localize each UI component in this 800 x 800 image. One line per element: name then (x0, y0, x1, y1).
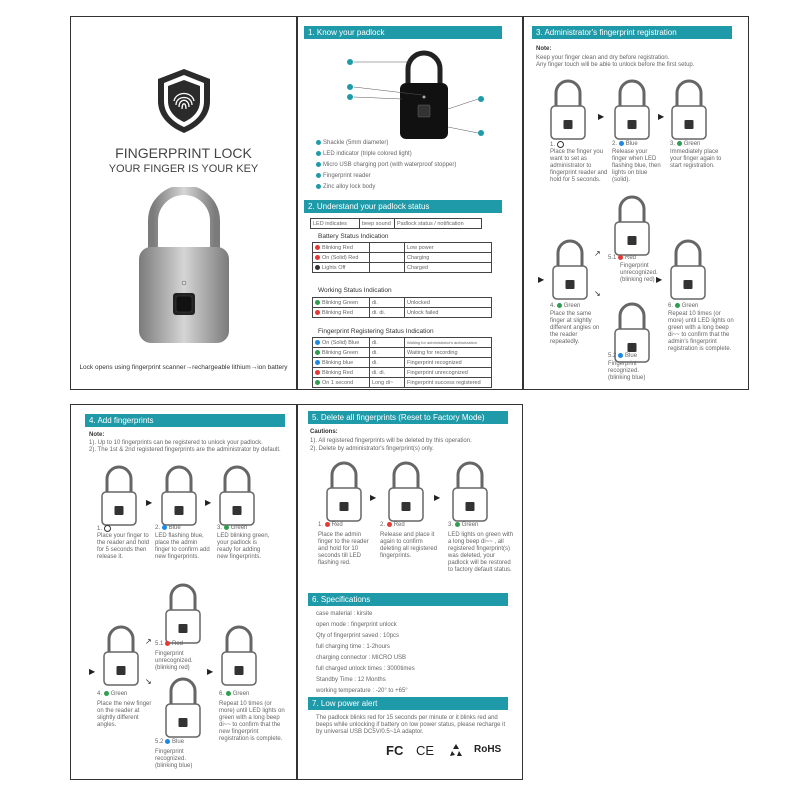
recycle-icon (448, 743, 464, 759)
status-header: 2. Understand your padlock status (304, 200, 502, 213)
table-row: Blinking Red di. di. Fingerprint unrecognized (313, 368, 492, 378)
col-status: Padlock status / notification (395, 219, 482, 229)
reset-caution-title: Cautions: (310, 429, 338, 435)
spec-line: case material : kirsite (316, 611, 373, 617)
arrow-right-icon: ▶ (658, 112, 665, 121)
reset-step-3-num: 3. Green (448, 522, 479, 529)
col-sound: beep sound (360, 219, 395, 229)
lock-icon (386, 461, 426, 523)
arrow-right-icon: ▶ (89, 667, 96, 676)
table-row: Blinking blue di. Fingerprint recognized (313, 358, 492, 368)
admin-step-3-text: Immediately place your finger again to start registration. (670, 149, 722, 169)
rohs-logo: RoHS (474, 744, 502, 755)
admin-panel (523, 16, 749, 390)
arrow-right-icon: ▶ (434, 493, 441, 502)
table-row: On 1 second Long di~ Fingerprint success registered (313, 378, 492, 388)
lock-icon (163, 583, 203, 645)
lock-icon (219, 625, 259, 687)
admin-note-2: Any finger touch will be able to unlock before the first setup. (536, 62, 695, 68)
add-step-1-num: 1. (97, 525, 113, 533)
lock-icon (450, 461, 490, 523)
know-header: 1. Know your padlock (304, 26, 502, 39)
spec-line: full charged unlock times : 3000times (316, 666, 415, 672)
reset-caution-2: 2). Delete by administrator's fingerprint(s) only. (310, 446, 434, 452)
reset-step-1-text: Place the admin finger to the reader and hold for 10 seconds till LED flashing red. (318, 532, 369, 566)
admin-note-title: Note: (536, 46, 552, 52)
add-step-6-text: Repeat 10 times (or more) until LED lights on green with a long beep di~~ to confirm that the new fingerprint registration is complete. (219, 701, 285, 742)
table-row: Blinking Green di. Unlocked (313, 298, 492, 308)
spec-line: Standby Time : 12 Months (316, 677, 386, 683)
shield-fingerprint-icon (154, 67, 214, 135)
add-step-2-num: 2. Blue (155, 525, 181, 532)
know-status-panel (297, 16, 523, 390)
arrow-right-icon: ▶ (205, 498, 212, 507)
know-item-5: Zinc alloy lock body (316, 184, 375, 191)
add-note-title: Note: (89, 432, 105, 438)
admin-step-1-text: Place the finger you want to set as administrator to fingerprint reader and hold for 5 seconds. (550, 149, 608, 183)
reset-specs-panel (297, 404, 523, 780)
table-row: On (Solid) Blue di. Waiting for administrator's authorization (313, 338, 492, 348)
specs-header: 6. Specifications (308, 593, 508, 606)
reset-step-1-num: 1. Red (318, 522, 343, 529)
reset-header: 5. Delete all fingerprints (Reset to Factory Mode) (308, 411, 508, 424)
lock-icon (548, 79, 588, 141)
reset-step-2-num: 2. Red (380, 522, 405, 529)
reset-step-3-text: LED lights on green with a long beep di~~ , all registered fingerprint(s) was deleted, your padlock will be restored to factory default status. (448, 532, 514, 573)
spec-line: open mode : fingerprint unlock (316, 622, 397, 628)
arrow-right-icon: ▶ (656, 275, 663, 284)
battery-title: Battery Status Indication (318, 233, 389, 240)
admin-step-51-text: Fingerprint unrecognized. (blinking red) (620, 263, 658, 283)
lock-icon (99, 465, 139, 527)
add-header: 4. Add fingerprints (85, 414, 285, 427)
admin-step-2-text: Release your finger when LED flashing blue, then lights on blue (solid). (612, 149, 661, 183)
add-step-4-text: Place the new finger on the reader at slightly different angles. (97, 701, 152, 728)
admin-step-52-text: Fingerprint recognized. (blinking blue) (608, 361, 646, 381)
admin-step-1-num: 1. (550, 141, 566, 149)
admin-step-51-num: 5.1 Red (608, 255, 637, 262)
spec-line: working temperature : -20° to +65° (316, 688, 408, 694)
admin-step-52-num: 5.2 Blue (608, 353, 638, 360)
know-item-1: Shackle (5mm diameter) (316, 140, 388, 147)
table-row: Blinking Green di. Waiting for recording (313, 348, 492, 358)
table-row: Blinking Red di. di. Unlock failed (313, 308, 492, 318)
lock-icon (324, 461, 364, 523)
arrow-right-icon: ▶ (146, 498, 153, 507)
lock-icon (668, 239, 708, 301)
add-step-4-num: 4. Green (97, 691, 128, 698)
arrow-right-icon: ▶ (370, 493, 377, 502)
arrow-diag-up-icon: ↗ (594, 249, 601, 258)
admin-step-4-num: 4. Green (550, 303, 581, 310)
padlock-black-illustration (338, 47, 488, 142)
padlock-illustration (129, 187, 239, 347)
add-panel (70, 404, 297, 780)
lock-icon (159, 465, 199, 527)
table-row: On (Solid) Red Charging (313, 253, 492, 263)
admin-step-6-num: 6. Green (668, 303, 699, 310)
reset-step-2-text: Release and place it again to confirm deleting all registered fingerprints. (380, 532, 438, 559)
ce-logo: CE (416, 743, 435, 758)
add-step-3-num: 3. Green (217, 525, 248, 532)
know-item-4: Fingerprint reader (316, 173, 371, 180)
cover-title: FINGERPRINT LOCK (115, 145, 252, 161)
lock-icon (669, 79, 709, 141)
status-table-head (310, 218, 482, 229)
arrow-right-icon: ▶ (207, 667, 214, 676)
add-note-1: 1). Up to 10 fingerprints can be registered to unlock your padlock. (89, 440, 263, 446)
lock-icon (163, 677, 203, 739)
spec-line: Qty of fingerprint saved : 10pcs (316, 633, 400, 639)
spec-line: full charging time : 1-2hours (316, 644, 391, 650)
admin-header: 3. Administrator's fingerprint registration (532, 26, 732, 39)
admin-note-1: Keep your finger clean and dry before registration. (536, 55, 670, 61)
reset-caution-1: 1). All registered fingerprints will be deleted by this operation. (310, 438, 472, 444)
add-step-1-text: Place your finger to the reader and hold for 5 seconds then release it. (97, 533, 150, 560)
cover-footer: Lock opens using fingerprint scanner→rechargeable lithium→ion battery (79, 364, 288, 371)
add-step-3-text: LED blinking green, your padlock is ready for adding new fingerprints. (217, 533, 270, 560)
lock-icon (612, 195, 652, 257)
arrow-diag-down-icon: ↘ (145, 677, 152, 686)
arrow-diag-up-icon: ↗ (145, 637, 152, 646)
add-note-2: 2). The 1st & 2nd registered fingerprints are the administrator by default. (89, 447, 281, 453)
lock-icon (550, 239, 590, 301)
add-step-52-num: 5.2 Blue (155, 739, 185, 746)
add-step-2-text: LED flashing blue, place the admin finger to confirm add new fingerprints. (155, 533, 210, 560)
lowpower-text: The padlock blinks red for 15 seconds per minute or it blinks red and beeps while unlocking if battery on low power status, please recharge it by universal USB DC5V/0.5~1A adaptor. (316, 715, 506, 735)
add-step-52-text: Fingerprint recognized. (blinking blue) (155, 749, 193, 769)
register-title: Fingerprint Registering Status Indication (318, 328, 434, 335)
know-item-3: Micro USB charging port (with waterproof stopper) (316, 162, 456, 169)
admin-step-3-num: 3. Green (670, 141, 701, 148)
fc-logo: FC (386, 743, 404, 758)
col-led: LED indicates (311, 219, 360, 229)
cover-panel (70, 16, 297, 390)
spec-line: charging connector : MICRO USB (316, 655, 407, 661)
battery-table (312, 242, 492, 273)
admin-step-6-text: Repeat 10 times (or more) until LED lights on green with a long beep di~~ to confirm that the admin's fingerprint registration is complete. (668, 311, 734, 352)
arrow-right-icon: ▶ (538, 275, 545, 284)
arrow-right-icon: ▶ (598, 112, 605, 121)
register-table (312, 337, 492, 388)
cover-subtitle: YOUR FINGER IS YOUR KEY (108, 163, 259, 175)
lock-icon (101, 625, 141, 687)
table-row: Lights Off Charged (313, 263, 492, 273)
add-step-51-num: 5.1 Red (155, 641, 184, 648)
add-step-51-text: Fingerprint unrecognized. (blinking red) (155, 651, 193, 671)
know-item-2: LED indicator (triple colored light) (316, 151, 412, 158)
working-title: Working Status Indication (318, 287, 392, 294)
add-step-6-num: 6. Green (219, 691, 250, 698)
lowpower-header: 7. Low power alert (308, 697, 508, 710)
admin-step-2-num: 2. Blue (612, 141, 638, 148)
lock-icon (612, 79, 652, 141)
lock-icon (217, 465, 257, 527)
arrow-diag-down-icon: ↘ (594, 289, 601, 298)
working-table (312, 297, 492, 318)
admin-step-4-text: Place the same finger at slightly different angles on the reader repeatedly. (550, 311, 600, 345)
table-row: Blinking Red Low power (313, 243, 492, 253)
